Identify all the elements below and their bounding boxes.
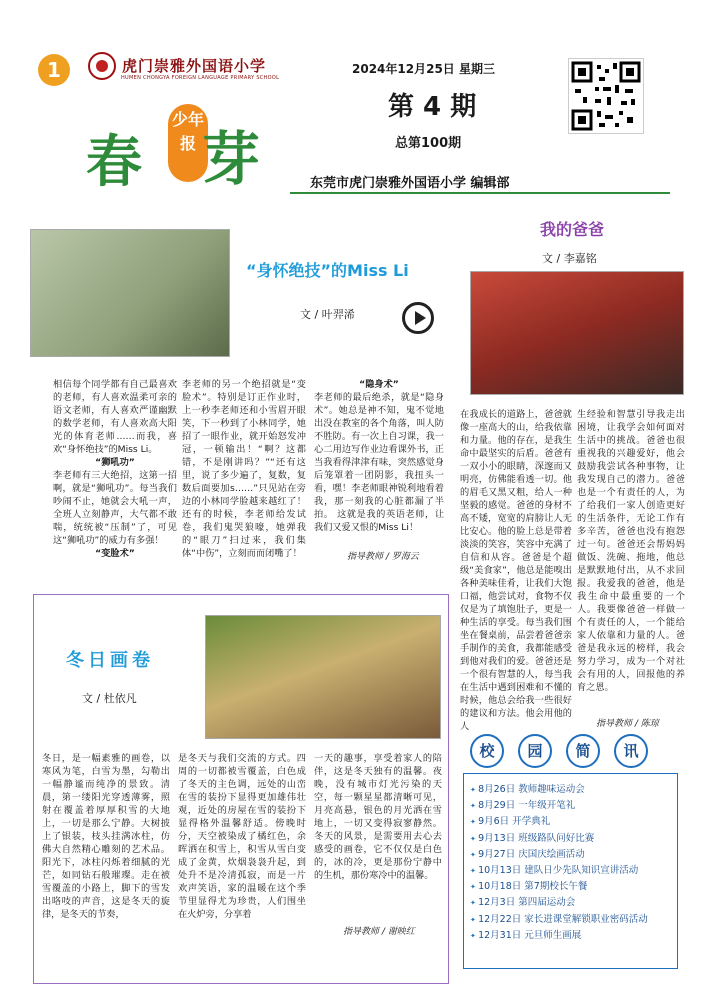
masthead-char-1: 春: [86, 129, 142, 195]
issue-number: 第 4 期: [388, 92, 477, 122]
article1-column-1: 相信每个同学都有自己最喜欢的老师，有人喜欢温柔可亲的语文老师，有人喜欢严谨幽默的数学老师，有人喜欢高大阳光的体育老师……而我，喜欢“身怀绝技”的Miss Li。 “狮吼功” 李老师有三大绝招，这第一招啊，就是“狮吼功”。每当我们吵闹不止，她就会大吼一声，全班人立刻静声，大气都不敢喘，统统被“压制”了，可见这“狮吼功”的威力有多强！ “变脸术”: [53, 379, 177, 559]
article2-author: 文 / 李嘉铭: [542, 252, 597, 265]
article2-photo: [470, 271, 684, 395]
article3-column-3: 一天的趣事，享受着家人的陪伴，这是冬天独有的温馨。夜晚，没有城市灯光污染的天空，每一颗星星都清晰可见，月亮高悬，银色的月光洒在雪地上，一切又变得寂寥静然。冬天的风景，是需要用去心去感受的画卷，它不仅仅是白色的，冰的冷，更是那份宁静中的生机，那份寒冷中的温馨。: [314, 753, 442, 881]
news-item: ✦ 9月13日 班级路队问好比赛: [470, 831, 671, 847]
article2-column-2: 生经验和智慧引导我走出困境，让我学会如何面对生活中的挑战。爸爸也很重视我的兴趣爱好，他会鼓励我尝试各种事物，让我发现自己的潜力。爸爸也是一个有责任的人，为了给我们一家人创造更好的生活条件，无论工作有多辛苦，爸爸也没有抱怨过一句。爸爸还会帮妈妈做饭、洗碗、拖地，他总是默默地付出，从不求回报。我爱我的爸爸，他是我生命中最重要的一个人。我要像爸爸一样做一个有责任的人，一个能给家人依靠和力量的人。爸爸是我永远的榜样，我会努力学习，成为一个对社会有用的人，回报他的养育之恩。: [577, 409, 685, 693]
total-issue-number: 总第100期: [395, 136, 462, 151]
campus-news-heading: 校 园 简 讯: [470, 734, 662, 768]
news-item: ✦ 12月22日 家长进课堂解锁职业密码活动: [470, 912, 671, 928]
news-item: ✦ 8月26日 教师趣味运动会: [470, 782, 671, 798]
article2-title: 我的爸爸: [540, 220, 605, 239]
article1-photo: [30, 229, 230, 357]
school-name-cn: 虎门崇雅外国语小学: [122, 57, 267, 75]
school-name-en: HUMEN CHONGYA FOREIGN LANGUAGE PRIMARY SCHOOL: [121, 75, 280, 81]
article3-photo: [205, 615, 441, 739]
qr-code-icon[interactable]: [568, 58, 644, 134]
article2-signer: 指导教师 / 陈琼: [596, 719, 659, 729]
school-logo: [88, 52, 116, 80]
news-item: ✦ 8月29日 一年级开笔礼: [470, 798, 671, 814]
article1-title: “身怀绝技”的Miss Li: [246, 261, 409, 280]
article1-column-3: “隐身术” 李老师的最后绝杀，就是“隐身术”。她总是神不知，鬼不觉地出没在教室的各个角落，叫人防不胜防。有一次上自习课，我一心二用边写作业边看课外书，正当我看得津津有味，突然感觉身后笼罩着一团阴影，我扭头一看，嘿！李老师眼神锐利地看着我，那一刻我的心脏都漏了半拍。 这就是我的英语老师，让我们又爱又恨的Miss Li！: [314, 379, 445, 533]
news-item: ✦ 9月27日 庆国庆绘画活动: [470, 847, 671, 863]
article1-author: 文 / 叶羿浠: [300, 308, 355, 321]
news-item: ✦ 10月18日 第7期校长午餐: [470, 879, 671, 895]
news-item: ✦ 12月3日 第四届运动会: [470, 895, 671, 911]
header-divider: [290, 192, 670, 194]
article3-column-2: 是冬天与我们交流的方式。四周的一切都被雪覆盖，白色成了冬天的主色调，远处的山峦在雪的装扮下显得更加雄伟壮观，近处的房屋在雪的装扮下显得格外温馨舒适。傍晚时分，天空被染成了橘红色，余晖洒在积雪上，积雪从雪白变成了金黄，炊烟袅袅升起，到处升不是冷清孤寂，而是一片欢声笑语，家的温暖在这个季节里显得尤为珍贵，人们围坐在火炉旁，分享着: [178, 753, 306, 920]
news-item: ✦ 12月31日 元旦师生画展: [470, 928, 671, 944]
article1-signer: 指导教师 / 罗海云: [347, 552, 419, 562]
news-item: ✦ 9月6日 开学典礼: [470, 814, 671, 830]
article1-column-2: 李老师的另一个绝招就是“变脸术”。特别是订正作业时，上一秒李老师还和小雪眉开眼笑，下一秒到了小林同学，她招了一眼作业，就开始怒发冲冠，一顿输出！“啊？这都错，不是刚讲吗？”“还有这里，说了多少遍了，复数，复数后面要加s……”只见站在旁边的小林同学脸越来越红了！还有的时候，李老师给发试卷，我们鬼哭狼嚎，她弹我的“眼刀”扫过来，我们集体“中伤”，立刻而而闭嘴了！: [182, 379, 306, 559]
article2-column-1: 在我成长的道路上，爸爸就像一座高大的山，给我依靠和力量。他的存在，是我生命中最坚实的后盾。爸爸有一双小小的眼睛，深邃而又明亮，仿佛能看透一切。他的眉毛又黑又粗，给人一种坚毅的感觉。爸爸的身材不高不矮，宽宽的肩膀让人无比安心。他的脸上总是带着淡淡的笑容，笑容中充满了自信和从容。爸爸是个超级“美食家”，他总是能嗅出各种美味佳肴，让我们大饱口福，他尝试对，食物不仅仅是为了填饱肚子，更是一种生活的享受。每当我们围坐在餐桌前，品尝着爸爸亲手制作的美食，我都能感受到他对我们的爱。爸爸还是一个很有智慧的人，每当我在生活中遇到困难和不懂的时候，他总会给我一些很好的建议和方法。他会用他的人: [460, 409, 572, 732]
news-item: ✦ 10月13日 建队日少先队知识宣讲活动: [470, 863, 671, 879]
campus-news-list: [463, 773, 678, 969]
article3-column-1: 冬日，是一幅素雅的画卷，以寒风为笔，白雪为墨，勾勒出一幅静谧而纯净的景致。清晨，第一缕阳光穿透薄雾，照射在覆盖着厚厚积雪的大地上，一切是那么宁静。大树披上了银装，枝头挂满冰柱，仿佛大自然精心雕刻的艺术品。阳光下，冰柱闪烁着细腻的光芒，如同钻石般璀璨。走在被雪覆盖的小路上，脚下的雪发出咯吱的声音，这是冬天的旋律，是冬天的节奏，: [42, 753, 170, 920]
masthead-char-2: 芽: [202, 125, 261, 193]
play-icon[interactable]: [402, 302, 434, 334]
editorial-department: 东莞市虎门崇雅外国语小学 编辑部: [310, 176, 510, 191]
article3-signer: 指导教师 / 谢映红: [343, 927, 415, 937]
article3-title: 冬日画卷: [66, 650, 154, 671]
masthead-tag: 少年报: [168, 104, 208, 182]
article3-author: 文 / 杜依凡: [82, 692, 137, 705]
page-number-badge: 1: [38, 54, 70, 86]
issue-date: 2024年12月25日 星期三: [352, 62, 495, 76]
